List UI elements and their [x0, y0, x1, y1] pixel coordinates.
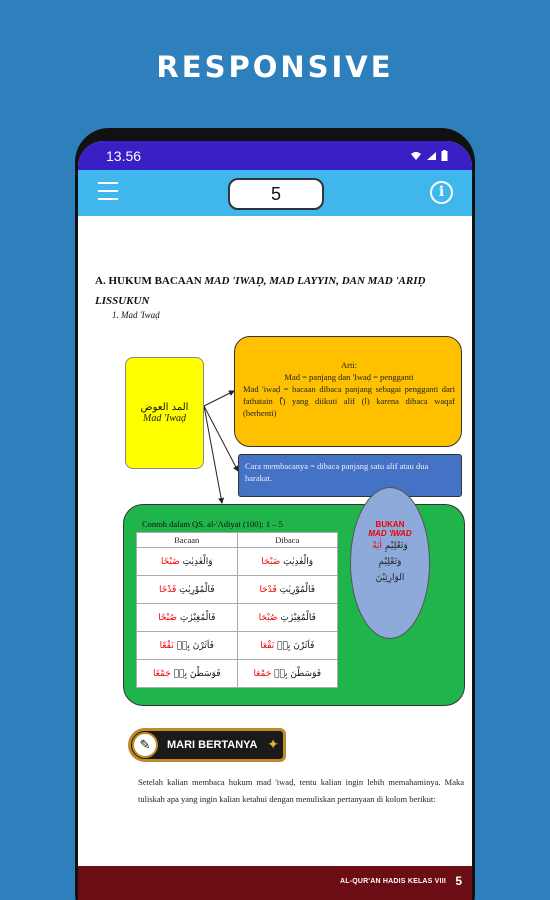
table-row	[137, 576, 338, 604]
hamburger-menu-icon[interactable]	[98, 182, 118, 202]
wifi-icon	[410, 151, 422, 161]
footer-page-number: 5	[455, 874, 462, 888]
examples-table	[136, 532, 338, 688]
non-example-oval	[350, 487, 430, 639]
puzzle-deco-icon: ✦	[267, 736, 279, 752]
table-row	[137, 548, 338, 576]
definition-line: Mad = panjang dan 'Iwaḍ = pengganti	[284, 372, 414, 382]
table-row	[137, 660, 338, 688]
bacaan-cell: فَاَثَرْنَ بِهٖ نَقْعًا	[137, 632, 238, 660]
status-bar	[78, 141, 472, 170]
signal-icon	[426, 151, 437, 161]
section-title-prefix: A. HUKUM BACAAN	[95, 275, 205, 287]
reading-method-box	[238, 454, 462, 497]
definition-box	[234, 336, 462, 447]
bacaan-cell: وَالْعٰدِيٰتِ ضَبْحًا	[137, 548, 238, 576]
battery-icon	[441, 150, 448, 161]
document-page	[78, 216, 472, 900]
oval-label-bukan: BUKAN	[375, 520, 405, 529]
page-number-input[interactable]: 5	[228, 178, 324, 210]
bacaan-cell: فَوَسَطْنَ بِهٖ جَمْعًا	[137, 660, 238, 688]
app-screen	[78, 141, 472, 900]
status-icons	[410, 150, 448, 161]
table-row	[137, 632, 338, 660]
dibaca-cell: فَالْمُوْرِيٰتِ قَدْحَا	[237, 576, 338, 604]
section-title	[95, 271, 455, 311]
mari-bertanya-badge	[128, 728, 286, 762]
oval-arabic-line: الوَارِثِيْنَ	[375, 573, 405, 583]
instruction-paragraph: Setelah kalian membaca hukum mad 'iwaḍ, tentu kalian ingin lebih memahaminya. Maka tuliskah apa yang ingin kalian ketahui dengan menuliskan pertanyaan di kolom berikut:	[138, 777, 464, 804]
promo-headline: RESPONSIVE	[156, 50, 394, 84]
table-header-bacaan: Bacaan	[137, 533, 238, 548]
definition-body: Mad 'iwaḍ = bacaan dibaca panjang sebagai pengganti dari fathatain (ً) yang diikuti alif (ا) karena dibaca waqaf (berhenti)	[243, 384, 455, 418]
dibaca-cell: وَالْعٰدِيٰتِ ضَبْحَا	[237, 548, 338, 576]
table-header-dibaca: Dibaca	[237, 533, 338, 548]
info-icon[interactable]: i	[430, 181, 453, 204]
pencil-note-icon: ✎	[132, 732, 158, 758]
table-row	[137, 604, 338, 632]
footer-book-title: AL-QUR'AN HADIS KELAS VIII	[339, 878, 446, 885]
term-latin: Mad 'Iwaḍ	[143, 413, 186, 424]
reading-method-text: Cara membacanya = dibaca panjang satu alif atau dua harakat.	[245, 461, 429, 483]
bacaan-cell: فَالْمُغِيْرٰتِ صُبْحًا	[137, 604, 238, 632]
definition-heading: Arti:	[340, 360, 358, 370]
status-time: 13.56	[106, 147, 142, 164]
dibaca-cell: فَوَسَطْنَ بِهٖ جَمْعَا	[237, 660, 338, 688]
dibaca-cell: فَالْمُغِيْرٰتِ صُبْحَا	[237, 604, 338, 632]
badge-label: MARI BERTANYA	[167, 739, 258, 751]
bacaan-cell: فَالْمُوْرِيٰتِ قَدْحًا	[137, 576, 238, 604]
subsection-label: 1. Mad 'Iwaḍ	[112, 310, 160, 320]
oval-arabic-line: وَتَعْلِيْمِ اٰيَةً	[372, 541, 408, 551]
term-arabic: المد العوض	[140, 402, 189, 413]
section-title-italic: MAD 'IWAḌ, MAD LAYYIN, DAN MAD 'ARIḌ LISSUKUN	[95, 275, 426, 307]
dibaca-cell: فَاَثَرْنَ بِهٖ نَقْعَا	[237, 632, 338, 660]
app-bar	[78, 170, 472, 216]
oval-arabic-line: وَتَعْلِيْمِ	[378, 557, 402, 567]
oval-label-mad: MAD 'IWAD	[368, 529, 412, 538]
page-footer	[78, 866, 472, 900]
subsection-title	[112, 310, 160, 320]
examples-caption: Contoh dalam QS. al-'Adiyat (100): 1 – 5	[142, 519, 283, 529]
mad-iwad-term-box	[125, 357, 204, 469]
